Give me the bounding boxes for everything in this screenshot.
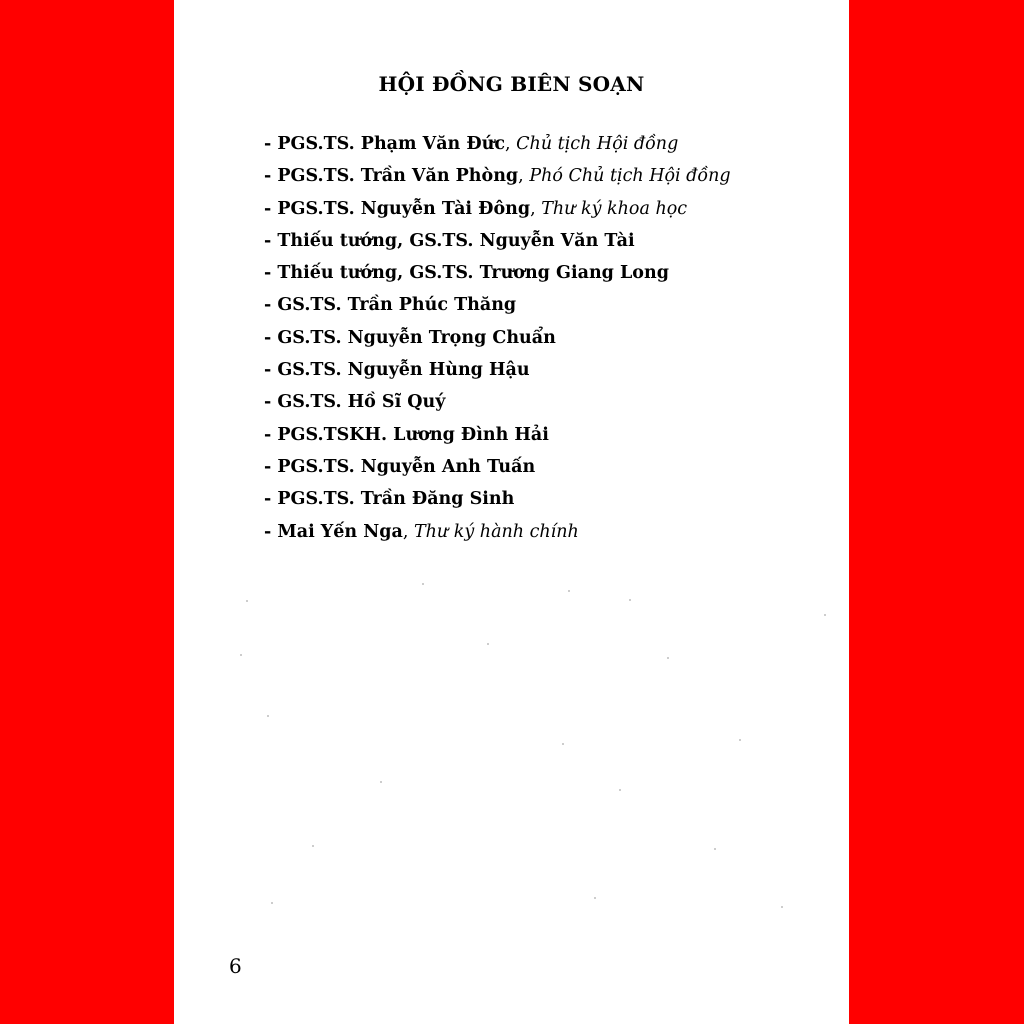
list-item (264, 451, 731, 483)
member-name: - PGS.TSKH. Lương Đình Hải (264, 424, 549, 445)
scan-speck (267, 715, 269, 717)
separator: , (530, 198, 542, 219)
page-number: 6 (229, 954, 242, 978)
scan-speck (568, 590, 570, 592)
scan-speck (824, 614, 826, 616)
member-role: Phó Chủ tịch Hội đồng (529, 166, 731, 187)
list-item (264, 225, 731, 257)
scan-speck (739, 739, 741, 741)
list-item (264, 516, 731, 548)
list-item (264, 483, 731, 515)
list-item (264, 386, 731, 418)
member-name: - GS.TS. Hồ Sĩ Quý (264, 392, 446, 413)
scan-speck (380, 781, 382, 783)
list-item (264, 322, 731, 354)
member-role: Thư ký khoa học (541, 198, 688, 219)
scan-speck (422, 583, 424, 585)
list-item (264, 419, 731, 451)
list-item (264, 257, 731, 289)
member-role: Thư ký hành chính (413, 521, 579, 542)
member-name: - PGS.TS. Trần Đăng Sinh (264, 489, 515, 510)
separator: , (505, 134, 517, 154)
member-role: Chủ tịch Hội đồng (516, 134, 679, 154)
member-name: - GS.TS. Nguyễn Trọng Chuẩn (264, 327, 556, 348)
scan-speck (629, 599, 631, 601)
list-item (264, 160, 731, 192)
scan-speck (312, 845, 314, 847)
separator: , (402, 521, 414, 542)
member-name: - Thiếu tướng, GS.TS. Nguyễn Văn Tài (264, 230, 635, 251)
member-name: - PGS.TS. Nguyễn Anh Tuấn (264, 456, 536, 477)
scan-speck (240, 654, 242, 656)
scan-speck (619, 789, 621, 791)
list-item (264, 289, 731, 321)
member-name: - GS.TS. Nguyễn Hùng Hậu (264, 360, 530, 381)
scan-speck (594, 897, 596, 899)
member-name: - GS.TS. Trần Phúc Thăng (264, 295, 517, 316)
page-title: HỘI ĐỒNG BIÊN SOẠN (378, 72, 645, 96)
scan-speck (714, 848, 716, 850)
list-item (264, 354, 731, 386)
member-list (264, 128, 731, 548)
list-item (264, 193, 731, 225)
scan-speck (667, 657, 669, 659)
member-name: - PGS.TS. Trần Văn Phòng (264, 166, 519, 187)
document-page (174, 0, 849, 1024)
member-name: - Thiếu tướng, GS.TS. Trương Giang Long (264, 263, 669, 284)
scan-speck (487, 643, 489, 645)
list-item (264, 128, 731, 160)
scan-speck (271, 902, 273, 904)
member-name: - Mai Yến Nga (264, 521, 403, 542)
scan-speck (781, 906, 783, 908)
member-name: - PGS.TS. Nguyễn Tài Đông (264, 198, 531, 219)
member-name: - PGS.TS. Phạm Văn Đức (264, 134, 506, 154)
scan-speck (246, 600, 248, 602)
separator: , (518, 166, 530, 187)
scan-speck (562, 743, 564, 745)
